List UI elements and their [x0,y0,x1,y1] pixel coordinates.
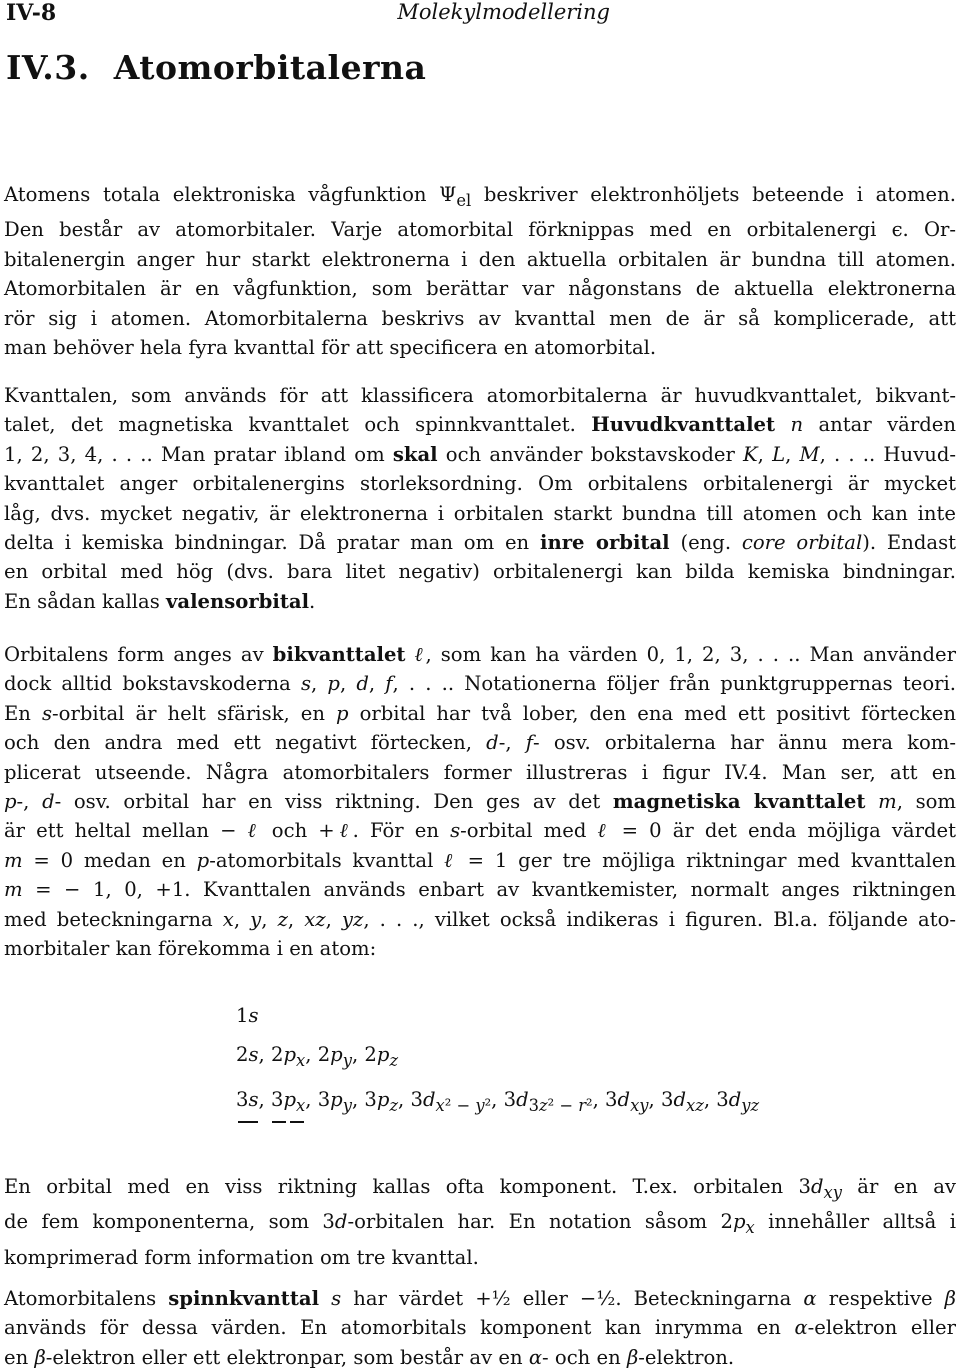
paragraph-line: talet, det magnetiska kvanttalet och spinnkvanttalet. Huvudkvanttalet n antar värden [4,413,956,437]
paragraph-line: m = − 1, 0, +1. Kvanttalen används enbart av kvantkemister, normalt anges riktningen [4,878,956,902]
running-title: Molekylmodellering [397,0,610,24]
paragraph-line: m = 0 medan en p-atomorbitals kvanttal ℓ = 1 ger tre möjliga riktningar med kvanttalen [4,848,956,872]
page-number: IV-8 [6,0,57,26]
paragraph-component [4,1172,956,1272]
orbital-list-row: 3s, $3p_x$, $3p_y$, $3p_z$, $3d_{x^2 - y^2}$, $3d_{3z^2 - r^2}$, $3d_{xy}$, $3d_{xz}$, $3d_{yz}$ [236,1087,760,1115]
paragraph-line: komprimerad form information om tre kvanttal. [4,1245,479,1269]
paragraph-line: 1, 2, 3, 4, . . .. Man pratar ibland om skal och använder bokstavskoder K, L, M, . . .. Huvud- [4,442,956,466]
paragraph-line: delta i kemiska bindningar. Då pratar man om en inre orbital (eng. core orbital). Endast [4,531,956,555]
paragraph-line: rör sig i atomen. Atomorbitalerna beskrivs av kvanttal men de är så komplicerade, att [4,306,956,330]
paragraph-line: Atomorbitalen är en vågfunktion, som berättar var någonstans de aktuella elektronerna [4,277,956,301]
paragraph-line: med beteckningarna x, y, z, xz, yz, . . ., vilket också indikeras i figuren. Bl.a. följande ato- [4,907,956,931]
paragraph-principal-quantum-number [4,381,956,616]
paragraph-line: används för dessa värden. En atomorbitals komponent kan inrymma en α-elektron eller [4,1316,956,1340]
paragraph-line: Orbitalens form anges av bikvanttalet ℓ, som kan ha värden 0, 1, 2, 3, . . .. Man använder [4,643,957,666]
paragraph-line: Kvanttalen, som används för att klassificera atomorbitalerna är huvudkvanttalet, bikvant- [4,384,956,407]
paragraph-intro [4,180,956,362]
dash-separator [238,1121,308,1123]
paragraph-line: Atomens totala elektroniska vågfunktion $\Psi_{el}$ beskriver elektronhöljets beteende i atomen. [4,183,956,210]
paragraph-angular-quantum-number [4,640,956,963]
paragraph-line: Atomorbitalens spinnkvanttal s har värdet +½ eller −½. Beteckningarna α respektive β [4,1287,956,1310]
paragraph-line: man behöver hela fyra kvanttal för att specificera en atomorbital. [4,335,657,359]
paragraph-line: kvanttalet anger orbitalenergins storleksordning. Om orbitalens orbitalenergi är mycket [4,472,956,496]
paragraph-line: är ett heltal mellan − ℓ och +ℓ. För en s-orbital med ℓ = 0 är det enda möjliga värdet [4,819,956,843]
orbital-list-row: 2s, $2p_x$, $2p_y$, $2p_z$ [236,1043,399,1070]
paragraph-line: En s-orbital är helt sfärisk, en p orbital har två lober, den ena med ett positivt förtecken [4,701,957,725]
paragraph-line: En sådan kallas valensorbital. [4,589,316,613]
paragraph-line: bitalenergin anger hur starkt elektronerna i den aktuella orbitalen är bundna till atomen. [4,247,956,271]
paragraph-line: en β-elektron eller ett elektronpar, som består av en α- och en β-elektron. [4,1345,735,1369]
paragraph-line: och den andra med ett negativt förtecken, d-, f- osv. orbitalerna har ännu mera kom- [4,731,957,755]
paragraph-line: de fem komponenterna, som 3d-orbitalen har. En notation såsom $2p_x$ innehåller alltså i [4,1210,956,1238]
paragraph-line: p-, d- osv. orbital har en viss riktning. Den ges av det magnetiska kvanttalet m, som [4,790,956,814]
section-title-text: Atomorbitalerna [113,48,427,87]
orbital-list-row: 1s [236,1004,259,1027]
paragraph-line: morbitaler kan förekomma i en atom: [4,937,377,961]
paragraph-line: En orbital med en viss riktning kallas ofta komponent. T.ex. orbitalen $3d_{xy}$ är en av [4,1175,956,1202]
section-number: IV.3. [6,48,90,87]
section-heading [6,48,426,87]
paragraph-line: dock alltid bokstavskoderna s, p, d, f, . . .. Notationerna följer från punktgruppernas teori. [4,672,956,696]
paragraph-spin-quantum-number [4,1284,956,1372]
paragraph-line: Den består av atomorbitaler. Varje atomorbital förknippas med en orbitalenergi ϵ. Or- [4,218,956,242]
orbital-list [236,996,759,1125]
paragraph-line: låg, dvs. mycket negativ, är elektronerna i orbitalen starkt bundna till atomen och kan inte [4,501,956,525]
paragraph-line: plicerat utseende. Några atomorbitalers former illustreras i figur IV.4. Man ser, att en [4,760,956,784]
paragraph-line: en orbital med hög (dvs. bara litet negativ) orbitalenergi kan bilda kemiska bindningar. [4,560,956,584]
